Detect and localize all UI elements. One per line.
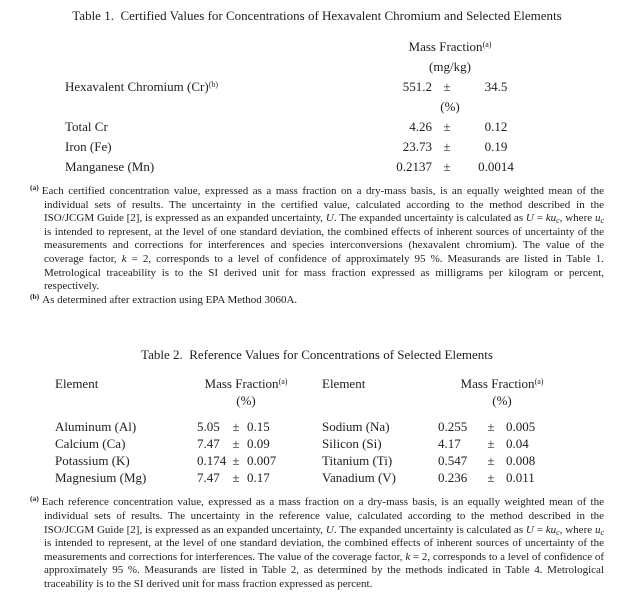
value: 4.17 <box>438 436 461 452</box>
element-label <box>65 77 370 97</box>
element-label: Silicon (Si) <box>322 436 382 452</box>
mass-fraction-header-left <box>197 375 295 392</box>
value: 23.73 <box>402 139 432 154</box>
empty-cell <box>65 37 370 57</box>
plus-minus: ± <box>443 139 451 154</box>
mass-fraction-label: Mass Fraction <box>408 39 483 54</box>
uncertainty: 0.04 <box>506 436 529 452</box>
footnote-a-table1 <box>30 185 604 294</box>
footnote-ref-a: (a) <box>278 377 288 387</box>
footnote-b-table1 <box>30 291 604 308</box>
mass-fraction-label: Mass Fraction <box>460 376 535 392</box>
value: 0.174 <box>197 453 227 469</box>
element-name: Hexavalent Chromium (Cr) <box>65 79 209 94</box>
element-label: Titanium (Ti) <box>322 453 393 469</box>
value: 0.236 <box>438 470 468 486</box>
element-label: Calcium (Ca) <box>55 436 126 452</box>
footnote-ref-a: (a) <box>534 377 544 387</box>
uncertainty: 0.007 <box>247 453 277 469</box>
plus-minus: ± <box>232 436 240 452</box>
uncertainty: 0.008 <box>506 453 536 469</box>
uncertainty: 0.19 <box>484 139 508 154</box>
plus-minus: ± <box>443 79 451 94</box>
element-name: Manganese (Mn) <box>65 159 155 174</box>
value: 7.47 <box>197 436 220 452</box>
footnote-marker-b: (b) <box>30 291 40 301</box>
empty-cell <box>295 435 322 452</box>
element-label <box>65 157 370 177</box>
uncertainty: 0.005 <box>506 419 536 435</box>
row-spacer <box>55 409 566 418</box>
table1 <box>65 37 634 177</box>
unit-percent-left: (%) <box>236 393 256 409</box>
uncertainty: 0.15 <box>247 419 270 435</box>
plus-minus: ± <box>443 159 451 174</box>
empty-cell <box>295 375 322 392</box>
element-name: Iron (Fe) <box>65 139 112 154</box>
element-label: Potassium (K) <box>55 453 130 469</box>
uncertainty: 0.09 <box>247 436 270 452</box>
plus-minus: ± <box>443 119 451 134</box>
table2-title: Table 2. Reference Values for Concentrations of Selected Elements <box>141 347 493 363</box>
plus-minus: ± <box>487 419 495 435</box>
footnote-marker-a: (a) <box>30 183 39 192</box>
plus-minus: ± <box>232 419 240 435</box>
empty-cell <box>295 392 322 409</box>
plus-minus: ± <box>487 436 495 452</box>
uncertainty: 34.5 <box>484 79 508 94</box>
element-label: Vanadium (V) <box>322 470 397 486</box>
footnote-a-table2 <box>30 496 604 591</box>
empty-cell <box>65 57 370 77</box>
unit-mgkg: (mg/kg) <box>429 59 471 74</box>
plus-minus: ± <box>232 470 240 486</box>
footnote-a2-text: Each reference concentration value, expressed as a mass fraction on a dry-mass basis, is an equally weighted mean of the individual sets of results. The uncertainty in the reference value, calculated according to the method described in the ISO/JCGM Guide [2], is expressed as an expanded uncertainty, U. The expanded uncertainty is calculated as U = kuc, where uc is intended to represent, at the level of one standard deviation, the combined effects of inherent sources of uncertainty of the measurements and corrections for interferences. The value of the coverage factor, k = 2, corresponds to a level of confidence of approximately 95 %. Measurands are listed in Table 2, as determined by the methods indicated in Table 4. Metrological traceability is to the SI derived unit for mass fraction expressed as percent. <box>41 496 605 590</box>
uncertainty: 0.17 <box>247 470 270 486</box>
element-header-left: Element <box>55 376 99 392</box>
empty-cell <box>65 97 370 117</box>
uncertainty: 0.0014 <box>478 159 514 174</box>
footnote-a-text: Each certified concentration value, expressed as a mass fraction on a dry-mass basis, is an equally weighted mean of the individual sets of results. The uncertainty in the certified value, calculated according to the method described in the ISO/JCGM Guide [2], is expressed as an expanded uncertainty, U. The expanded uncertainty is calculated as U = kuc, where uc is intended to represent, at the level of one standard deviation, the combined effects of inherent sources of uncertainty of the measurements and corrections for interferences and species interconversions (hexavalent chromium). The value of the coverage factor, k = 2, corresponds to a level of confidence of approximately 95 %. Measurands are listed in Table 1. Metrological traceability is to the SI derived unit for mass fraction expressed as milligrams per kilogram or percent, respectively. <box>41 185 604 293</box>
plus-minus: ± <box>487 453 495 469</box>
unit-percent-right: (%) <box>492 393 512 409</box>
element-label: Sodium (Na) <box>322 419 390 435</box>
element-label <box>65 117 370 137</box>
element-label: Magnesium (Mg) <box>55 470 147 486</box>
value: 5.05 <box>197 419 220 435</box>
footnote-ref-a: (a) <box>482 40 492 49</box>
element-header-right: Element <box>322 376 366 392</box>
mass-fraction-label: Mass Fraction <box>204 376 279 392</box>
value: 551.2 <box>402 79 432 94</box>
unit-percent: (%) <box>440 99 460 114</box>
empty-cell <box>295 469 322 486</box>
table1-title: Table 1. Certified Values for Concentrations of Hexavalent Chromium and Selected Elements <box>72 8 562 23</box>
footnote-marker-a: (a) <box>30 494 39 504</box>
element-label: Aluminum (Al) <box>55 419 137 435</box>
value: 4.26 <box>409 119 432 134</box>
value: 0.2137 <box>396 159 432 174</box>
empty-cell <box>55 392 197 409</box>
plus-minus: ± <box>232 453 240 469</box>
value: 0.547 <box>438 453 468 469</box>
uncertainty: 0.12 <box>484 119 508 134</box>
empty-cell <box>295 418 322 435</box>
element-name: Total Cr <box>65 119 108 134</box>
value: 0.255 <box>438 419 468 435</box>
mass-fraction-header <box>370 37 530 57</box>
mass-fraction-header-right <box>438 375 566 392</box>
footnote-ref-b: (b) <box>208 80 219 89</box>
footnote-b-text: As determined after extraction using EPA Method 3060A. <box>42 293 298 306</box>
table2 <box>55 375 634 486</box>
value: 7.47 <box>197 470 220 486</box>
empty-cell <box>322 392 438 409</box>
uncertainty: 0.011 <box>506 470 535 486</box>
plus-minus: ± <box>487 470 495 486</box>
element-label <box>65 137 370 157</box>
empty-cell <box>295 452 322 469</box>
